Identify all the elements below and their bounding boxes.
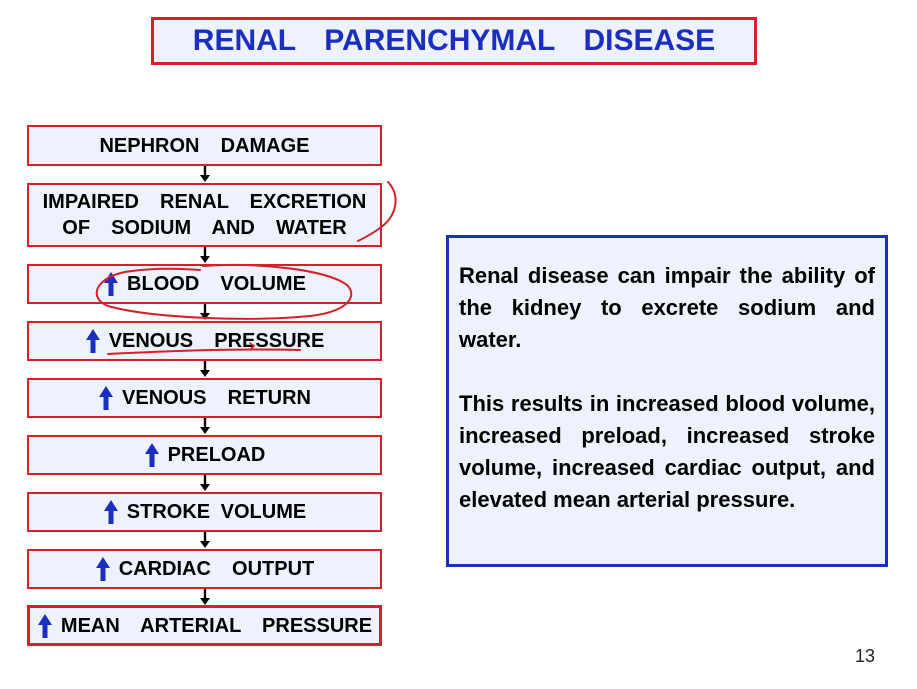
up-arrow-icon	[95, 557, 111, 581]
info-paragraph: This results in increased blood volume, increased preload, increased stroke volume, increased cardiac output, and elevated mean arterial pressure.	[459, 391, 875, 512]
flow-box-label: PRELOAD	[167, 444, 266, 466]
title-box	[151, 17, 757, 65]
slide-title: RENAL PARENCHYMAL DISEASE	[192, 24, 716, 57]
info-box	[446, 235, 888, 567]
up-arrow-icon	[85, 329, 101, 353]
flow-box-label: VENOUS PRESSURE	[108, 330, 325, 352]
down-arrow-icon	[198, 475, 212, 492]
flow-box-label: CARDIAC OUTPUT	[118, 558, 315, 580]
connector-arrow	[198, 304, 212, 321]
flow-box-cardiac-output	[27, 549, 382, 589]
up-arrow-icon	[144, 443, 160, 467]
connector-arrow	[198, 361, 212, 378]
down-arrow-icon	[198, 304, 212, 321]
up-arrow-icon	[103, 272, 119, 296]
flow-box-mean-arterial-pressure	[27, 605, 382, 646]
flow-box-label: IMPAIRED RENAL EXCRETION OF SODIUM AND WATER	[42, 191, 367, 239]
up-arrow-icon	[37, 614, 53, 638]
down-arrow-icon	[198, 361, 212, 378]
up-arrow-icon	[103, 500, 119, 524]
flow-box-nephron-damage	[27, 125, 382, 166]
connector-arrow	[198, 589, 212, 606]
page-number: 13	[855, 646, 876, 666]
flow-box-venous-pressure	[27, 321, 382, 361]
down-arrow-icon	[198, 166, 212, 183]
up-arrow-icon	[98, 386, 114, 410]
down-arrow-icon	[198, 589, 212, 606]
flow-box-label: VENOUS RETURN	[122, 387, 311, 409]
flow-box-blood-volume	[27, 264, 382, 304]
flow-box-label: MEAN ARTERIAL PRESSURE	[60, 614, 373, 637]
flow-box-label: BLOOD VOLUME	[127, 273, 306, 295]
connector-arrow	[198, 475, 212, 492]
flow-box-venous-return	[27, 378, 382, 418]
connector-arrow	[198, 166, 212, 183]
down-arrow-icon	[198, 247, 212, 264]
connector-arrow	[198, 247, 212, 264]
down-arrow-icon	[198, 418, 212, 435]
info-paragraph: Renal disease can impair the ability of the kidney to excrete sodium and water.	[459, 263, 875, 352]
flow-box-label: STROKE VOLUME	[126, 501, 307, 523]
connector-arrow	[198, 532, 212, 549]
flow-box-impaired-excretion	[27, 183, 382, 247]
flow-box-stroke-volume	[27, 492, 382, 532]
flow-box-label: NEPHRON DAMAGE	[99, 134, 310, 157]
flow-box-preload	[27, 435, 382, 475]
connector-arrow	[198, 418, 212, 435]
down-arrow-icon	[198, 532, 212, 549]
